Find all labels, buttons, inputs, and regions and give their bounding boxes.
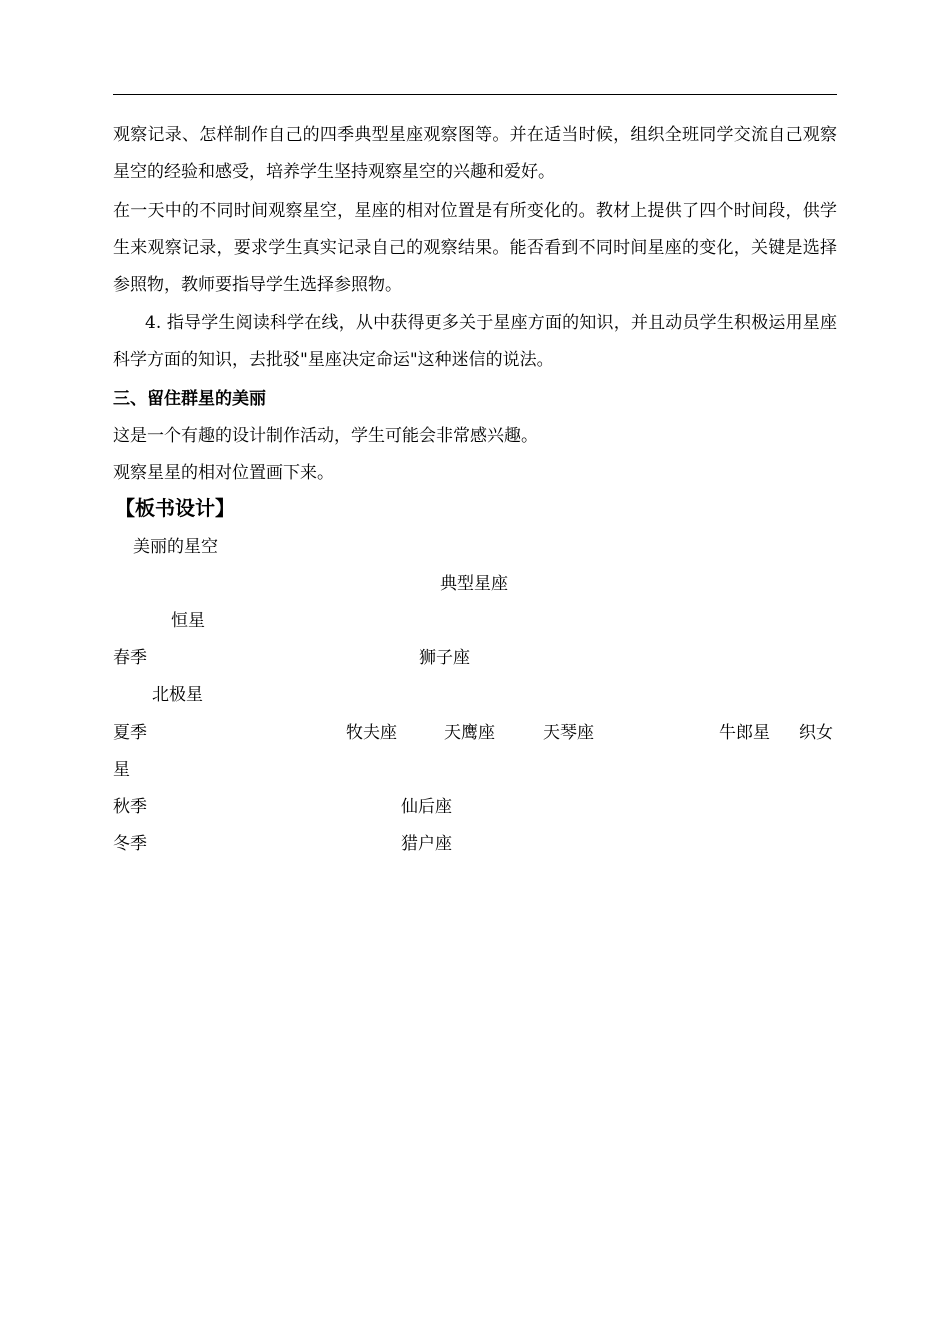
paragraph-reading-guidance: 4. 指导学生阅读科学在线，从中获得更多关于星座方面的知识，并且动员学生积极运用星座科学方面的知识，去批驳"星座决定命运"这种迷信的说法。 bbox=[113, 313, 837, 370]
summer-star-2: 织女 bbox=[799, 723, 833, 743]
paragraph-time-change: 在一天中的不同时间观察星空，星座的相对位置是有所变化的。教材上提供了四个时间段，供学生来观察记录，要求学生真实记录自己的观察结果。能否看到不同时间星座的变化，关键是选择参照物，教师要指导学生选择参照物。 bbox=[113, 201, 837, 295]
paragraph-observation-record: 观察记录、怎样制作自己的四季典型星座观察图等。并在适当时候，组织全班同学交流自己观察星空的经验和感受，培养学生坚持观察星空的兴趣和爱好。 bbox=[113, 125, 837, 182]
season-spring: 春季 bbox=[113, 648, 147, 668]
season-winter: 冬季 bbox=[113, 834, 147, 854]
section-three-heading: 三、留住群星的美丽 bbox=[113, 389, 266, 409]
board-topic: 美丽的星空 bbox=[133, 537, 218, 557]
board-typical-label: 典型星座 bbox=[440, 574, 508, 594]
season-autumn: 秋季 bbox=[113, 797, 147, 817]
board-design-title: 【板书设计】 bbox=[115, 496, 235, 520]
board-star-1: 恒星 bbox=[171, 611, 205, 631]
constellation-autumn-1: 仙后座 bbox=[401, 797, 452, 817]
constellation-summer-2: 天鹰座 bbox=[444, 723, 495, 743]
summer-star-1: 牛郎星 bbox=[719, 723, 770, 743]
constellation-spring-1: 狮子座 bbox=[419, 648, 470, 668]
section-three-line-2: 观察星星的相对位置画下来。 bbox=[113, 463, 334, 483]
section-three-line-1: 这是一个有趣的设计制作活动，学生可能会非常感兴趣。 bbox=[113, 426, 538, 446]
summer-star-2-wrap: 星 bbox=[113, 760, 130, 780]
header-rule bbox=[113, 94, 837, 95]
constellation-summer-1: 牧夫座 bbox=[346, 723, 397, 743]
constellation-winter-1: 猎户座 bbox=[401, 834, 452, 854]
season-summer: 夏季 bbox=[113, 723, 147, 743]
board-star-2: 北极星 bbox=[152, 685, 203, 705]
constellation-summer-3: 天琴座 bbox=[543, 723, 594, 743]
